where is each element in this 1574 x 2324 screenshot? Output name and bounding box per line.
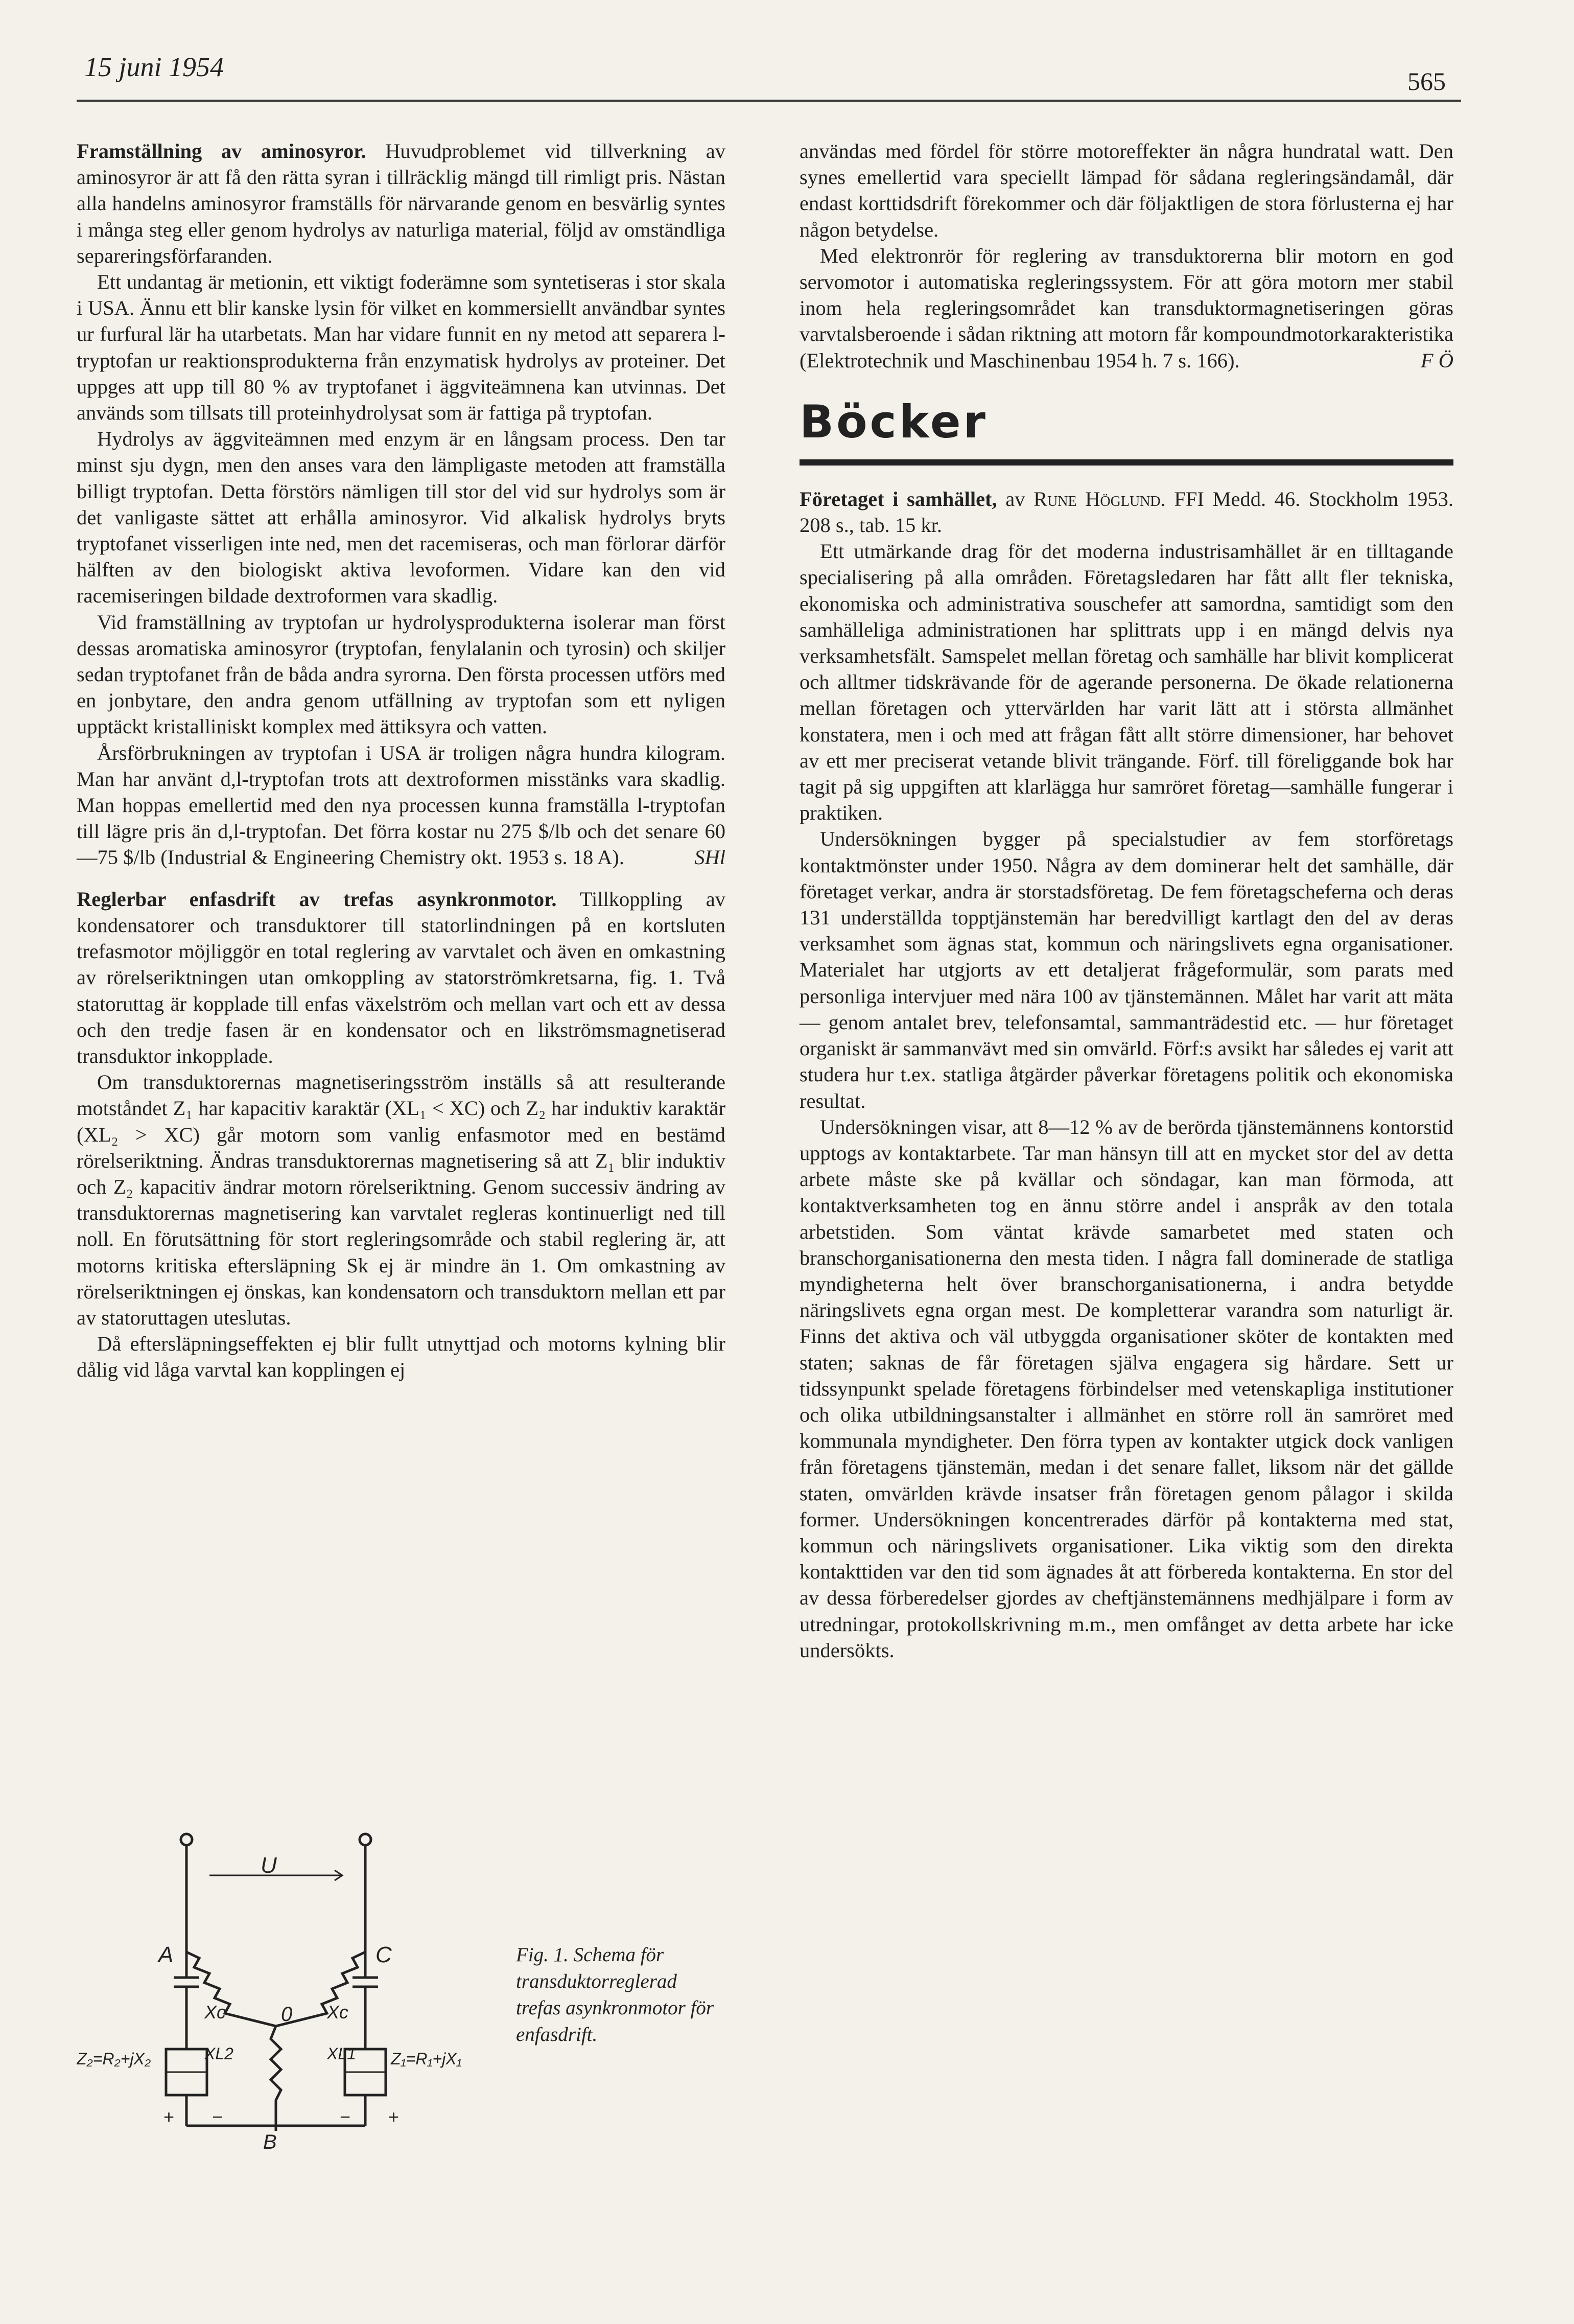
paragraph — [77, 740, 725, 871]
label-minus-right: − — [340, 2106, 351, 2127]
figure-1 — [77, 1824, 725, 2151]
paragraph: Vid framställning av tryptofan ur hydrolysprodukterna isolerar man först dessas aromatiska aminosyror (tryptofan, fenylalanin och tyrosin) och skiljer sedan tryptofanet från de båda andra syrorna. Den första processen utförs med en jonbytare, den andra genom utfällning av tryptofan som ett nyligen upptäckt kristalliniskt komplex med ättiksyra och vatten. — [77, 610, 725, 738]
paragraph — [77, 138, 725, 269]
section-heading-aminosyror: Framställning av aminosyror. — [77, 140, 366, 162]
section-heading-enfasdrift: Reglerbar enfasdrift av trefas asynkronmotor. — [77, 887, 557, 911]
label-u: U — [261, 1853, 277, 1878]
label-plus-left: + — [163, 2106, 175, 2127]
paragraph-text: Årsförbrukningen av tryptofan i USA är troligen några hundra kilogram. Man har använt d,l-tryptofan trots att dextroformen misstänks vara skadlig. Man hoppas emellertid med den nya processen kunna framställa l-tryptofan till lägre pris än d,l-tryptofan. Det förra kostar nu 275 $/lb och det senare 60—75 $/lb (Industrial & Engineering Chemistry okt. 1953 s. 18 A). — [77, 741, 725, 869]
terminal-right — [360, 1834, 371, 1845]
label-a: A — [158, 1942, 174, 1967]
circuit-schematic — [77, 1824, 516, 2151]
paragraph: Hydrolys av äggviteämnen med enzym är en långsam process. Den tar minst sju dygn, men den anses vara den lämpligaste metoden att framställa billigt tryptofan. Detta förstörs nämligen till stor del vid sur hydrolys som är det vanligaste sättet att erhålla aminosyror. Vid alkalisk hydrolys bryts tryptofanet visserligen inte ned, men det racemiseras, och man förlorar därför hälften av den biologiskt aktiva levoformen. Vidare kan den vid racemiseringen bildade dextroformen vara skadlig. — [77, 427, 725, 608]
label-xl2: XL2 — [204, 2044, 233, 2063]
paragraph: Om transduktorernas magnetiseringsström inställs så att resulterande motståndet Z₁ har kapacitiv karaktär (XL₁ < XC) och Z₂ har induktiv karaktär (XL₂ > XC) går motorn som vanlig enfasmotor med en bestämd rörelseriktning. Ändras transduktorernas magnetisering så att Z₁ blir induktiv och Z₂ kapacitiv ändrar motorn rörelseriktning. Genom successiv ändring av transduktorernas magnetisering kan varvtalet regleras kontinuerligt ned till noll. En förutsättning för stort regleringsområde och stabil reglering är, att motorns kritiska eftersläpning Sk ej är mindre än 1. Om omkastning av rörelseriktningen ej önskas, kan kondensatorn och transduktorn mellan ett par av statoruttagen uteslutas. — [77, 1071, 725, 1329]
label-z2: Z₂=R₂+jX₂ — [77, 2050, 151, 2068]
paragraph: Då eftersläpningseffekten ej blir fullt utnyttjad och motorns kylning blir dålig vid låga varvtal kan kopplingen ej — [77, 1332, 725, 1382]
label-z1: Z₁=R₁+jX₁ — [391, 2050, 462, 2068]
review-title: Företaget i samhället, — [800, 487, 997, 510]
label-xc-left: Xc — [204, 2002, 226, 2023]
review-citation: FFI Medd. 46. Stockholm 1953. 208 s., tab. 15 kr. — [800, 487, 1454, 537]
paragraph: Ett utmärkande drag för det moderna industrisamhället är en tilltagande specialisering på alla områden. Företagsledaren har fått allt fler tekniska, ekonomiska och administrativa souschefer att samordna, samtidigt som den samhälleliga administrationen har splittrats upp i en mängd delvis nya verksamhetsfält. Samspelet mellan företag och samhälle har blivit komplicerat och alltmer tidskrävande för de agerande personerna. De ökade relationerna mellan företagen och yttervärlden har varit lätt att i största allmänhet konstatera, men i och med att frågan fått allt större dimensioner, har behovet av ett mer preciserat vetande blivit trängande. Förf. till föreliggande bok har tagit på sig uppgiften att klarlägga hur samröret företag—samhälle fungerar i praktiken. — [800, 540, 1453, 825]
review-by: av — [1005, 487, 1025, 510]
paragraph: Undersökningen visar, att 8—12 % av de berörda tjänstemännens kontorstid upptogs av kontaktarbete. Tar man hänsyn till att en mycket stor del av detta arbete måste ske på kvällar och söndagar, kan man förmoda, att kontaktverksamheten tog en ännu större andel i anspråk av den totala arbetstiden. Som väntat krävde samarbetet med staten och branschorganisationerna den mesta tiden. I några fall dominerade de statliga myndigheterna helt över branschorganisationerna, i andra betydde näringslivets egna organ mest. De kompletterar varandra som naturligt är. Finns det aktiva och väl utbyggda organisationer sköter de kontakten med staten; saknas de får företagen själva engagera sig hårdare. Sett ur tidssynpunkt spelade företagens förbindelser med vetenskapliga institutioner och olika utbildningsanstalter i allmänhet en större roll än samröret med kommunala myndigheter. Den förra typen av kontakter utgick dock vanligen från företagens tjänstemän, medan i det senare fallet, liksom när det gällde staten, omvärlden krävde insatser från företagen genom pålagor i skilda former. Undersökningen koncentrerades därför på kontakterna med stat, kommun och näringslivets organisationer. Lika viktig som den direkta kontakttiden var den tid som ägnades åt att förbereda kontakterna. En stor del av dessa förberedelser gjordes av cheftjänstemännens medhjälpare i form av utredningar, protokollskrivning m.m., men omfånget av detta arbete har icke undersökts. — [800, 1115, 1453, 1662]
paragraph-text: Tillkoppling av kondensatorer och transduktorer till statorlindningen på en kortsluten trefasmotor möjliggör en total reglering av varvtalet och även en omkastning av rörelseriktningen utan omkoppling av statorströmkretsarna, fig. 1. Två statoruttag är kopplade till enfas växelström och mellan vart och ett av dessa och den tredje fasen är en kondensator och en likströmsmagnetiserad transduktor inkopplade. — [77, 887, 725, 1067]
left-column — [77, 138, 725, 1383]
winding-b — [271, 2026, 281, 2131]
books-section-title: Böcker — [800, 395, 988, 448]
right-column — [800, 138, 1453, 1663]
label-c: C — [375, 1942, 392, 1967]
winding-a — [186, 1952, 276, 2026]
signature: F Ö — [1420, 348, 1453, 372]
paragraph: användas med fördel för större motoreffekter än några hundratal watt. Den synes emellertid vara speciellt lämpad för sådana regleringsändamål, där endast korttidsdrift förekommer och där följaktligen de stora förlusterna ej har någon betydelse. — [800, 140, 1453, 241]
review-header — [800, 486, 1453, 538]
label-minus-left: − — [212, 2106, 223, 2127]
paragraph — [77, 886, 725, 1069]
paragraph: Undersökningen bygger på specialstudier av fem storföretags kontaktmönster under 1950. Några av dem dominerar helt det samhälle, där företaget verkar, andra är storstadsföretag. De fem företagscheferna och deras 131 underställda topptjänstemän har beredvilligt kartlagt den del av deras verksamhet som ägnas stat, kommun och näringslivets egna organisationer. Materialet har utgjorts av ett detaljerat frågeformulär, som parats med personliga intervjuer med nära 100 av tjänstemännen. Målet har varit att mäta — genom antalet brev, telefonsamtal, sammanträdestid etc. — hur företaget organiskt är sammanvävt med sin omvärld. Förf:s avsikt har således ej varit att studera hur t.ex. statliga åtgärder påverkar företagens politik och ekonomiska resultat. — [800, 827, 1453, 1112]
page-number: 565 — [1407, 67, 1446, 96]
review-author: Rune Höglund. — [1033, 487, 1166, 510]
paragraph-text: Med elektronrör för reglering av transduktorerna blir motorn en god servomotor i automatiska regleringssystem. För att göra motorn mer stabil inom hela regleringsområdet kan transduktormagnetiseringen göras varvtalsberoende i sådan riktning att motorn får kompoundmotorkarakteristika (Elektrotechnik und Maschinenbau 1954 h. 7 s. 166). — [800, 244, 1453, 372]
signature: SHl — [694, 846, 725, 869]
label-xl1: XL1 — [327, 2044, 356, 2063]
paragraph-text: Huvudproblemet vid tillverkning av aminosyror är att få den rätta syran i tillräcklig mängd till rimligt pris. Nästan alla handelns aminosyror framställs för närvarande genom en besvärlig syntes i många steg eller genom hydrolys av naturliga material, följd av omständliga separeringsförfaranden. — [77, 140, 726, 267]
paragraph: Ett undantag är metionin, ett viktigt foderämne som syntetiseras i stor skala i USA. Ännu ett blir kanske lysin för vilket en kommersiellt användbar syntes ur furfural lär ha utarbetats. Man har vidare funnit en ny metod att separera l-tryptofan ur reaktionsprodukterna från enzymatisk hydrolys av proteiner. Det uppges att upp till 80 % av tryptofanet i äggviteämnena kan utvinnas. Det används som tillsats till proteinhydrolysat som är fattiga på tryptofan. — [77, 270, 725, 425]
label-b: B — [263, 2131, 277, 2151]
header-rule — [77, 100, 1461, 102]
header-date: 15 juni 1954 — [84, 52, 224, 82]
label-xc-right: Xc — [327, 2002, 349, 2023]
books-rule — [800, 459, 1453, 466]
paragraph — [800, 243, 1453, 374]
figure-caption: Fig. 1. Schema för transduktorreglerad trefas asynkronmotor för enfasdrift. — [516, 1944, 714, 2046]
terminal-left — [181, 1834, 192, 1845]
label-plus-right: + — [388, 2106, 400, 2127]
label-zero: 0 — [281, 2003, 293, 2026]
